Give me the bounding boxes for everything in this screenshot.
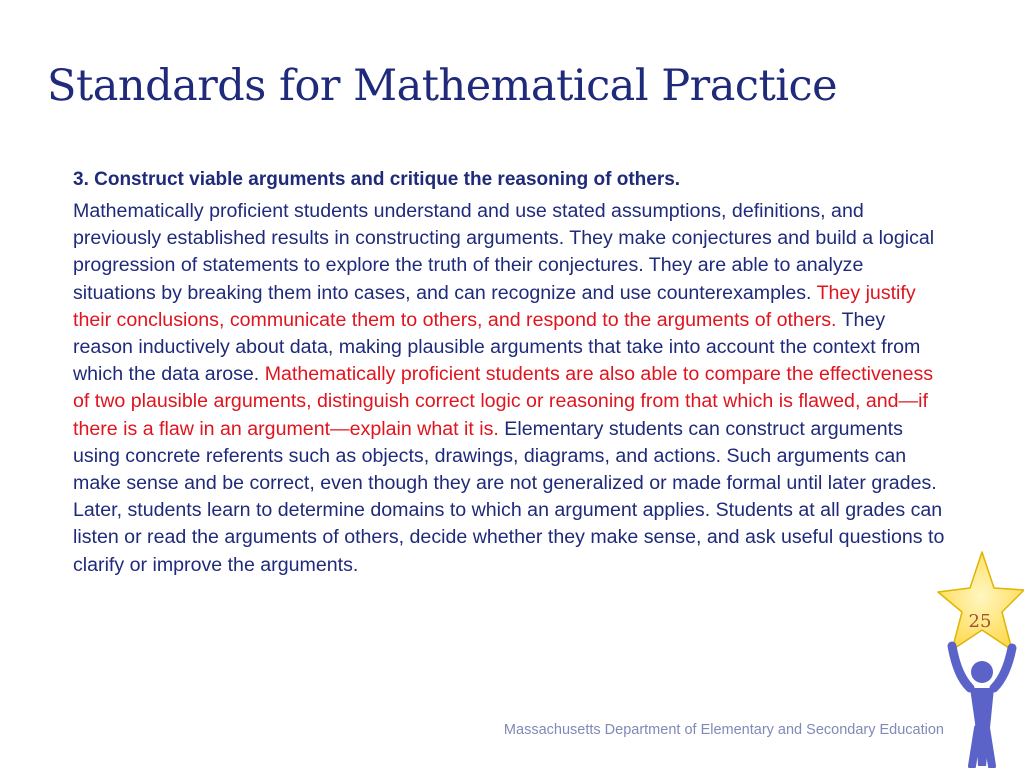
paragraph-segment-highlight: Mathematically proficient students are also able to compare the effectiveness of two plausible arguments, distinguish correct logic or reasoning from that which is flawed, and—if there is a flaw in an argument—explain what it is. [73, 363, 934, 440]
standard-paragraph [73, 198, 948, 579]
person-holding-star-icon [924, 550, 1024, 768]
paragraph-segment: Elementary students can construct arguments using concrete referents such as objects, drawings, diagrams, and actions. Such arguments can make sense and be correct, even though they are not generalized or made formal until later grades. Later, students learn to determine domains to which an argument applies. Students at all grades can listen or read the arguments of others, decide whether they make sense, and ask useful questions to clarify or improve the arguments. [73, 417, 945, 576]
footer-organization: Massachusetts Department of Elementary and Secondary Education [503, 722, 944, 738]
slide-title: Standards for Mathematical Practice [47, 61, 838, 111]
paragraph-segment: They reason inductively about data, making plausible arguments that take into account the context from which the data arose. [73, 308, 921, 386]
star-shape [938, 552, 1024, 650]
paragraph-segment: Mathematically proficient students understand and use stated assumptions, definitions, and previously established results in constructing arguments. They make conjectures and build a logical progression of statements to explore the truth of their conjectures. They are able to analyze situations by breaking them into cases, and can recognize and use counterexamples. [73, 200, 935, 304]
figure-head [971, 661, 993, 683]
standard-heading: 3. Construct viable arguments and critique the reasoning of others. [73, 169, 681, 190]
page-number: 25 [968, 611, 992, 632]
paragraph-segment-highlight: They justify their conclusions, communicate them to others, and respond to the arguments of others. [73, 281, 916, 331]
content-area [73, 166, 948, 579]
